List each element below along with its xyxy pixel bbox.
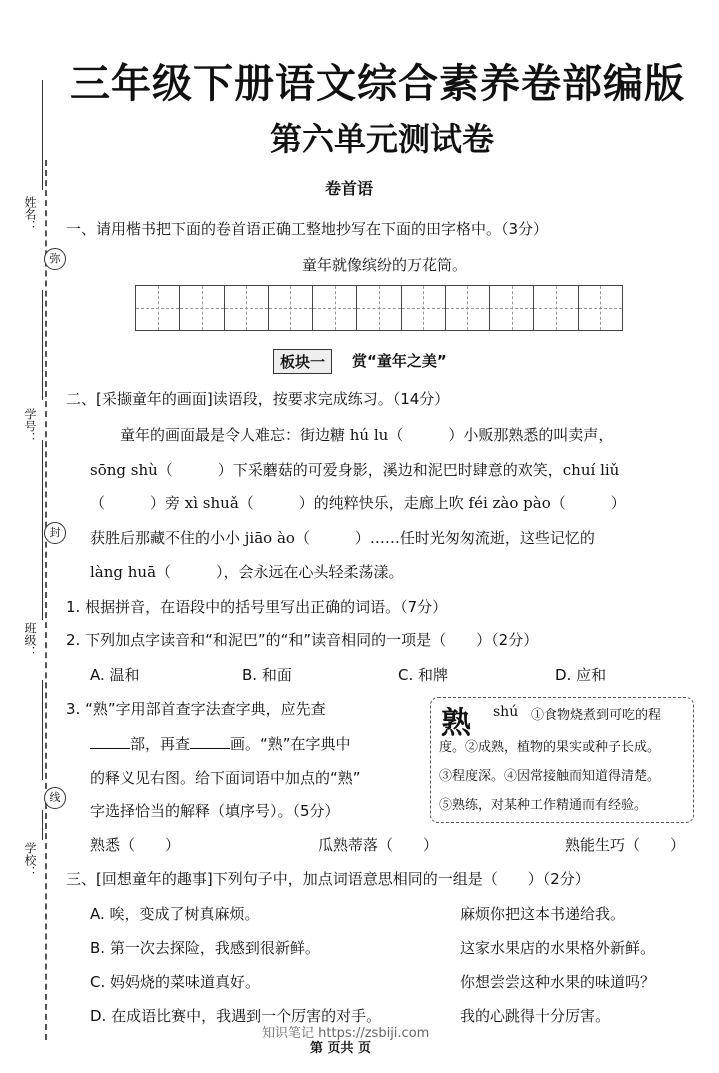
page-title: 三年级下册语文综合素养卷部编版 bbox=[70, 61, 685, 107]
q3-row-b-right: 这家水果店的水果格外新鲜。 bbox=[460, 939, 656, 957]
block-title: 赏“童年之美” bbox=[352, 352, 447, 370]
passage-line-1: 童年的画面最是令人难忘：街边糖 hú lu（ ）小贩那熟悉的叫卖声， bbox=[120, 426, 614, 444]
grid-cell[interactable] bbox=[357, 286, 401, 330]
q1-sentence: 童年就像缤纷的万花筒。 bbox=[302, 256, 468, 274]
seal-circle-mi: 弥 bbox=[44, 248, 66, 270]
name-line bbox=[42, 80, 43, 190]
grid-cell[interactable] bbox=[490, 286, 534, 330]
school-label: 学校： bbox=[23, 842, 37, 878]
grid-cell[interactable] bbox=[446, 286, 490, 330]
answer-blank-strokes[interactable] bbox=[190, 736, 230, 749]
answer-blank-radical[interactable] bbox=[90, 736, 130, 749]
passage-line-3: （ ）旁 xì shuǎ（ ）的纯粹快乐，走廊上吹 féi zào pào（ ） bbox=[90, 494, 626, 512]
q3-row-a-left[interactable]: A. 唉，变成了树真麻烦。 bbox=[90, 905, 260, 923]
dictionary-box bbox=[430, 697, 694, 823]
word-shuxi[interactable]: 熟悉（ ） bbox=[90, 836, 181, 854]
class-line bbox=[42, 560, 43, 620]
q3-row-c-right: 你想尝尝这种水果的味道吗？ bbox=[460, 973, 656, 991]
dict-line3: ③程度深。④因常接触而知道得清楚。 bbox=[439, 769, 661, 784]
seal-circle-feng: 封 bbox=[44, 522, 66, 544]
q2-sub3-line4: 字选择恰当的解释（填序号）。（5分） bbox=[90, 802, 340, 820]
school-line bbox=[42, 810, 43, 840]
watermark: 知识笔记 https://zsbiji.com bbox=[262, 1026, 430, 1041]
option-a[interactable]: A. 温和 bbox=[90, 666, 140, 684]
name-label: 姓名： bbox=[23, 196, 37, 232]
number-line bbox=[42, 290, 43, 400]
grid-cell[interactable] bbox=[579, 286, 622, 330]
q2-sub2: 2. 下列加点字读音和“和泥巴”的“和”读音相同的一项是（ ）（2分） bbox=[66, 631, 539, 649]
q2-sub1: 1. 根据拼音，在语段中的括号里写出正确的词语。（7分） bbox=[66, 598, 448, 616]
q2-prompt: 二、[采撷童年的画面]读语段，按要求完成练习。（14分） bbox=[66, 390, 450, 408]
grid-cell[interactable] bbox=[269, 286, 313, 330]
passage-line-5: làng huā（ ），会永远在心头轻柔荡漾。 bbox=[90, 563, 404, 581]
q3-row-b-left[interactable]: B. 第一次去探险，我感到很新鲜。 bbox=[90, 939, 320, 957]
q3-prompt: 三、[回想童年的趣事]下列句子中，加点词语意思相同的一组是（ ）（2分） bbox=[66, 870, 590, 888]
dict-pinyin: shú bbox=[493, 704, 519, 720]
passage-line-4: 获胜后那藏不住的小小 jiāo ào（ ）……任时光匆匆流逝，这些记忆的 bbox=[90, 529, 595, 547]
number-label: 学号： bbox=[23, 408, 37, 444]
tianzige-grid[interactable] bbox=[135, 285, 623, 331]
q2-sub3-line2: 部，再查 画。“熟”在字典中 bbox=[90, 733, 351, 754]
dict-line4: ⑤熟练，对某种工作精通而有经验。 bbox=[439, 798, 648, 813]
word-guashudiluo[interactable]: 瓜熟蒂落（ ） bbox=[318, 836, 439, 854]
section-heading: 卷首语 bbox=[325, 179, 374, 198]
q2-sub3-line3: 的释义见右图。给下面词语中加点的“熟” bbox=[90, 769, 361, 787]
grid-cell[interactable] bbox=[180, 286, 224, 330]
dict-line1: ①食物烧煮到可吃的程 bbox=[531, 708, 662, 723]
seal-circle-xian: 线 bbox=[44, 787, 66, 809]
q3-row-d-right: 我的心跳得十分厉害。 bbox=[460, 1007, 611, 1025]
passage-line-2: sōng shù（ ）下采蘑菇的可爱身影，溪边和泥巴时肆意的欢笑，chuí liǔ bbox=[90, 461, 620, 479]
grid-cell[interactable] bbox=[225, 286, 269, 330]
binding-dashed-line bbox=[45, 160, 47, 1040]
q3-row-c-left[interactable]: C. 妈妈烧的菜味道真好。 bbox=[90, 973, 261, 991]
q3-row-d-left[interactable]: D. 在成语比赛中，我遇到一个厉害的对手。 bbox=[90, 1007, 382, 1025]
q1-prompt: 一、请用楷书把下面的卷首语正确工整地抄写在下面的田字格中。（3分） bbox=[66, 220, 549, 238]
grid-cell[interactable] bbox=[313, 286, 357, 330]
option-c[interactable]: C. 和牌 bbox=[398, 666, 449, 684]
dict-line2: 度。②成熟，植物的果实或种子长成。 bbox=[439, 740, 661, 755]
option-d[interactable]: D. 应和 bbox=[555, 666, 607, 684]
dict-char: 熟 bbox=[441, 706, 471, 741]
page-subtitle: 第六单元测试卷 bbox=[270, 120, 495, 158]
class-label: 班级： bbox=[23, 622, 37, 658]
option-b[interactable]: B. 和面 bbox=[242, 666, 292, 684]
grid-cell[interactable] bbox=[402, 286, 446, 330]
class-line-top bbox=[42, 440, 43, 560]
grid-cell[interactable] bbox=[136, 286, 180, 330]
word-shunengshengqiao[interactable]: 熟能生巧（ ） bbox=[565, 836, 686, 854]
page-footer: 第 页共 页 bbox=[310, 1041, 372, 1056]
q2-sub3-line1: 3. “熟”字用部首查字法查字典，应先查 bbox=[66, 700, 326, 718]
block-tag: 板块一 bbox=[273, 349, 332, 374]
q3-row-a-right: 麻烦你把这本书递给我。 bbox=[460, 905, 626, 923]
grid-cell[interactable] bbox=[534, 286, 578, 330]
school-line-top bbox=[42, 680, 43, 780]
